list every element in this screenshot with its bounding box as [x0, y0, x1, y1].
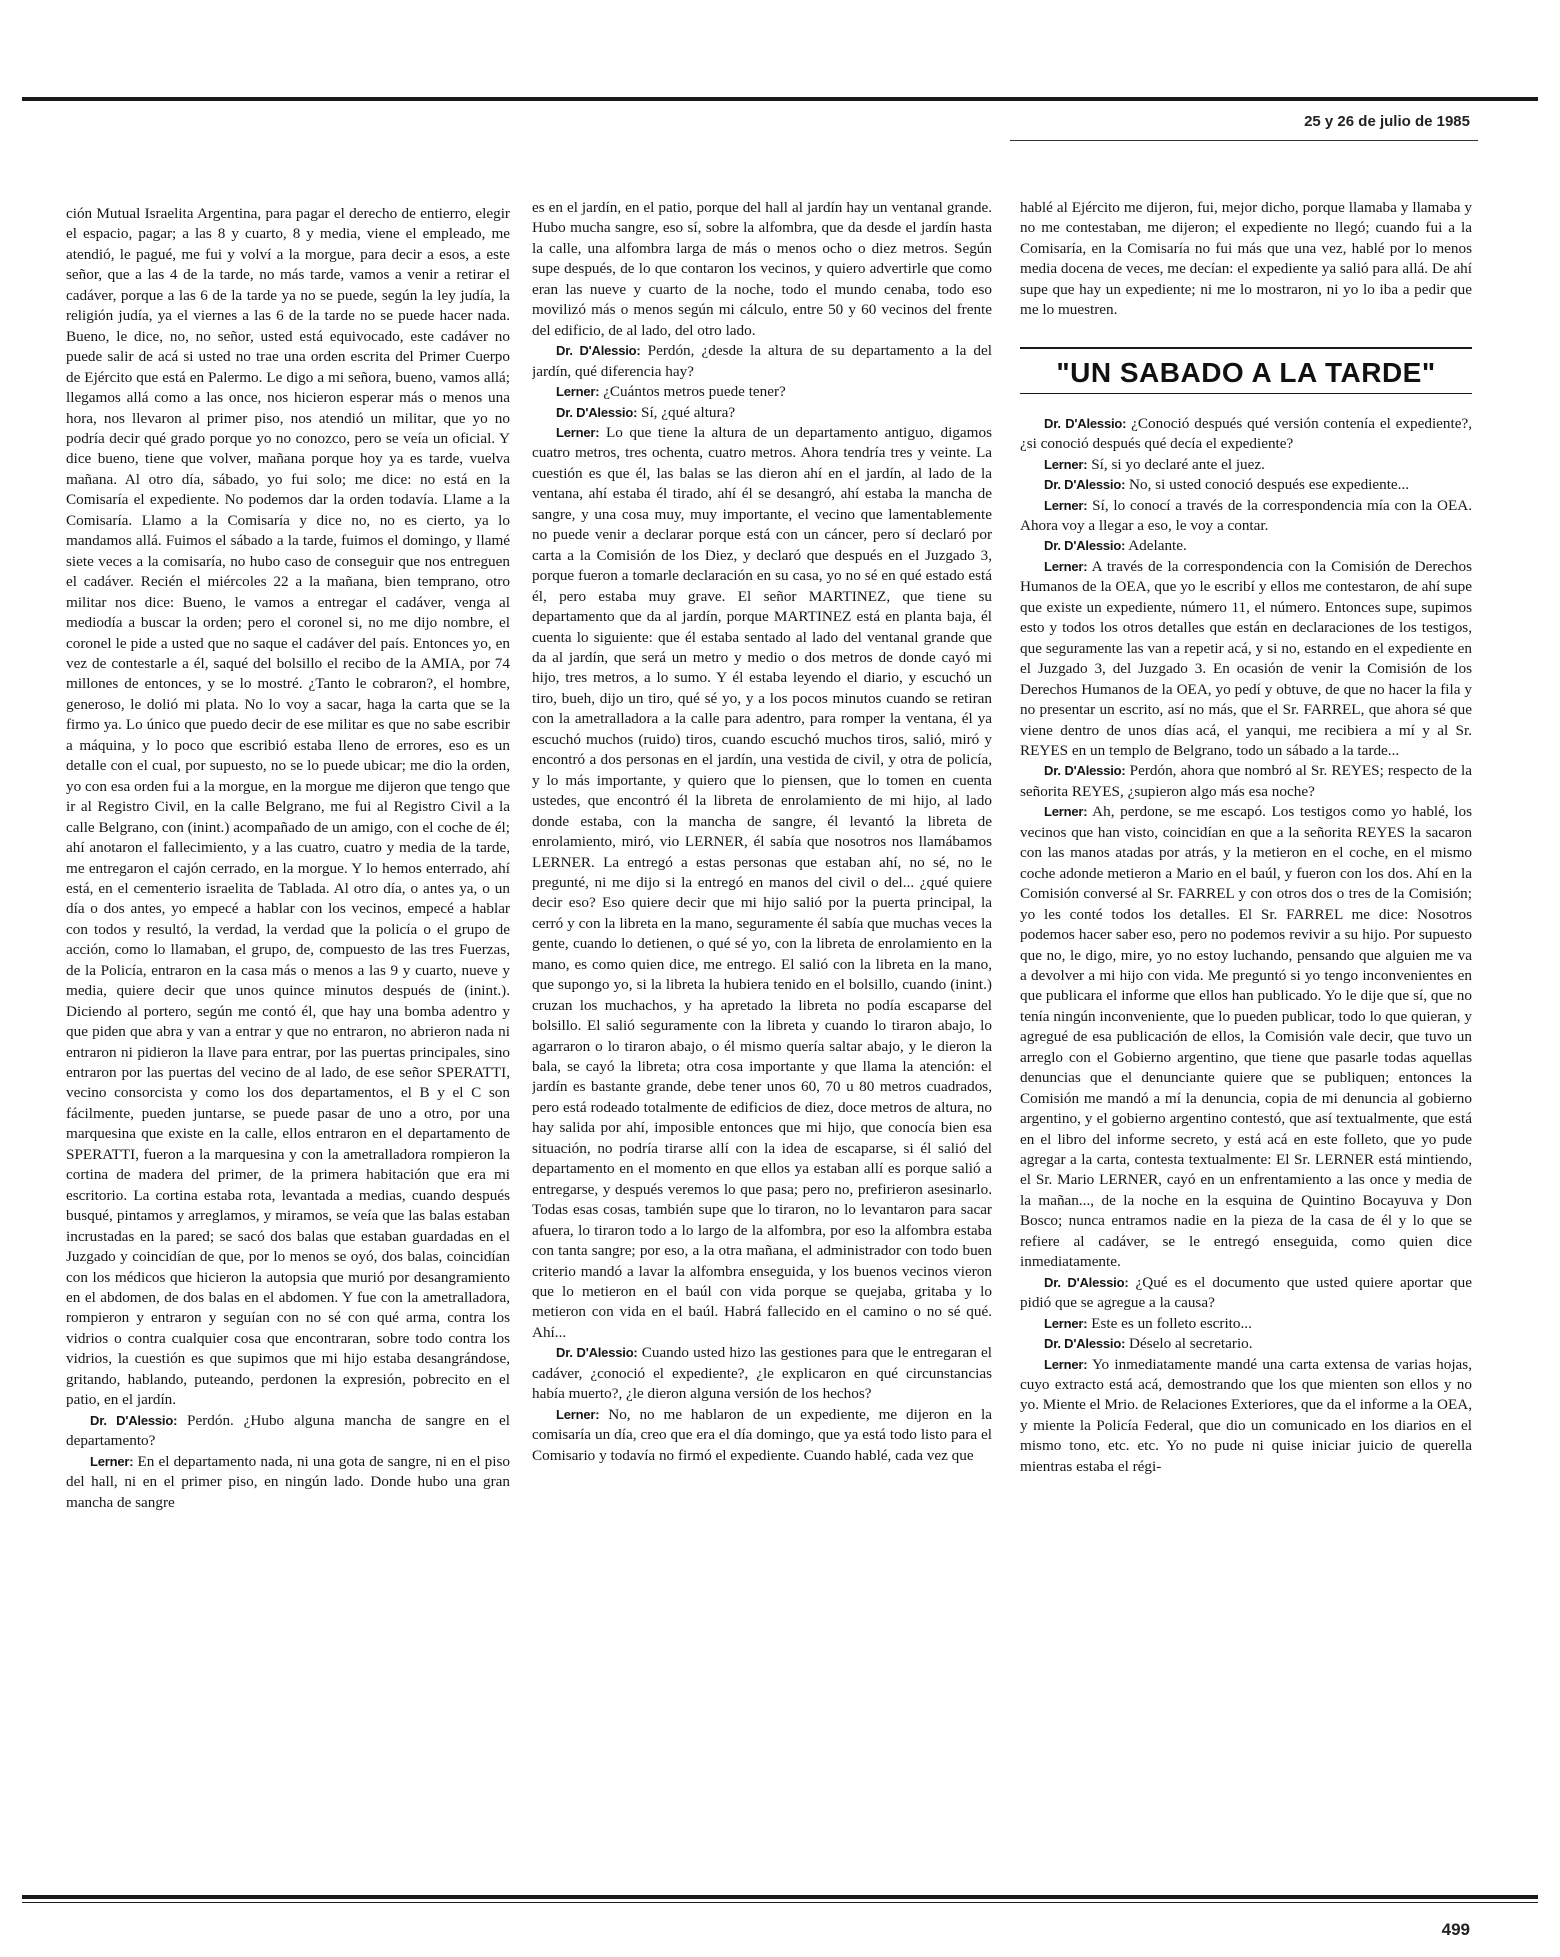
- paragraph: ción Mutual Israelita Argentina, para pagar el derecho de entierro, elegir el espacio, pagar; a las 8 y cuarto, 8 y media, viene el empleado, me atendió, le pagué, me fui y volví a la morgue, para decir a esos, a este señor, que a las 4 de la tarde, no más tarde, vamos a venir a retirar el cadáver, porque a las 6 de la tarde ya no se puede, según la ley judía, la religión judía, ya el viernes a las 6 de la tarde no se puede hacer nada. Bueno, le dice, no, no señor, usted está equivocado, este cadáver no puede salir de acá si usted no trae una orden escrita del Primer Cuerpo de Ejército que está en Palermo. Le digo a mi señora, bueno, vamos allá; llegamos allá como a las once, nos hicieron esperar más o menos una hora, nos llevaron al primer piso, nos atendió un militar, que yo no podría decir qué grado porque yo no conozco, pero se veía un oficial. Y dice bueno, tiene que volver, mañana porque hoy ya es tarde, vuelva mañana. Al otro día, sábado, yo fui solo; me dice: no está en la Comisaría el expediente. No podemos dar la orden todavía. Llame a la Comisaría. Llamo a la Comisaría y dice no, no es cierto, ya lo mandamos allá. Fuimos el sábado a la tarde, fuimos el domingo, y llamé siete veces a la comisaría, no hubo caso de conseguir que nos entreguen el cadáver. Recién el miércoles 22 a la mañana, bien temprano, otro militar nos dice: Bueno, le vamos a entregar el cadáver, venga al mediodía a buscar la orden; pero el coronel si, no me dijo nombre, el coronel le pide a usted que no saque el cadáver del país. Entonces yo, en vez de contestarle a él, saqué del bolsillo el recibo de la AMIA, por 74 millones de entonces, y se lo mostré. ¿Tanto le cobraron?, el hombre, generoso, le dolió mi plata. No lo voy a sacar, haga la carta que se la firmo ya. Lo único que puedo decir de ese militar es que no sabe escribir a máquina, y lo poco que escribió estaba lleno de errores, eso es un detalle con el cual, por supuesto, no se lo puede ubicar; me dio la orden, yo con esa orden fui a la morgue, en la morgue me dijeron que tengo que ir al Registro Civil, en la calle Belgrano, me fui al Registro Civil a la calle Belgrano, con (inint.) acompañado de un amigo, con el coche de él; ahí anotaron el fallecimiento, y a las cuatro, cuatro y media de la tarde, me entregaron el cajón cerrado, en la morgue. Y lo hemos enterrado, ahí está, en el cementerio israelita de Tablada. Al otro día, o antes ya, o un día o dos antes, yo empecé a hablar con los vecinos, empecé a hablar con todos y resultó, la verdad, la verdad que la policía o el grupo de acción, como lo llamaban, el grupo, de, compuesto de las tres Fuerzas, de la Policía, entraron en la casa más o menos a las 9 y cuarto, nueve y media, quiere decir que unos quince minutos después de (inint.). Diciendo al portero, según me contó él, que hay una bomba adentro y que piden que abra y van a entrar y que no entraron, no abrieron nada ni entraron ni pidieron la llave para entrar, por las puertas principales, sino entraron por las puertas del vecino de al lado, de ese señor SPERATTI, vecino consorcista y como los dos departamentos, el B y el C son fácilmente, pueden juntarse, se puede pasar de uno a otro, por una marquesina que existe en la calle, ellos entraron en el departamento de SPERATTI, fueron a la marquesina y con la ametralladora rompieron la cortina de madera del primer, de la primera habitación que era mi escritorio. La cortina estaba rota, levantada a medias, cuando después busqué, pintamos y arreglamos, y miramos, se veía que las balas estaban incrustadas en la pared; se sacó dos balas que estaban guardadas en el Juzgado y coincidían de que, por lo menos se oyó, dos balas, coincidían con los médicos que hicieron la autopsia que murió por desangramiento en el abdomen, de dos balas en el abdomen. Y fue con la ametralladora, rompieron y entraron y seguían con no sé con qué arma, contra los vidrios o contra cualquier cosa que encontraran, sobre todo contra los vidrios, la cuestión es que supimos que mi hijo estaba desangrándose, gritando, hablando, puteando, perdonen la expresión, pobrecito en el patio, en el jardín.: [66, 205, 510, 1409]
- dalessio-question: [532, 403, 992, 423]
- dalessio-question: [1020, 414, 1472, 455]
- dalessio-question: [1020, 1334, 1472, 1354]
- lerner-answer: [532, 423, 992, 1343]
- paragraph-text: En el departamento nada, ni una gota de sangre, ni en el piso del hall, ni en el primer piso, en ningún lado. Donde hubo una gran mancha de sangre: [66, 1452, 510, 1511]
- text-column-2: [532, 198, 992, 1858]
- paragraph-text: No, no me hablaron de un expediente, me dijeron en la comisaría un día, creo que era el día domingo, que ya está todo listo para el Comisario y todavía no firmó el expediente. Cuando hablé, cada vez que: [532, 1405, 992, 1464]
- paragraph-text: Perdón, ahora que nombró al Sr. REYES; respecto de la señorita REYES, ¿supieron algo más esa noche?: [1020, 762, 1472, 800]
- dalessio-question: [532, 1343, 992, 1404]
- lerner-answer: [532, 1405, 992, 1466]
- page-number: 499: [1441, 1920, 1470, 1939]
- paragraph-text: Perdón. ¿Hubo alguna mancha de sangre en el departamento?: [66, 1411, 510, 1450]
- header-rule: [22, 97, 1538, 101]
- speaker-label: Lerner:: [1044, 804, 1088, 820]
- speaker-label: Dr. D'Alessio:: [1044, 477, 1126, 493]
- speaker-label: Lerner:: [556, 424, 600, 440]
- section-heading-box: [1020, 347, 1472, 394]
- speaker-label: Lerner:: [1044, 558, 1088, 574]
- paragraph-text: ¿Qué es el documento que usted quiere aportar que pidió que se agregue a la causa?: [1020, 1273, 1472, 1312]
- lerner-answer: [1020, 1314, 1472, 1334]
- speaker-label: Lerner:: [1044, 456, 1088, 472]
- text-column-3: [1020, 198, 1472, 1858]
- lerner-answer: [532, 382, 992, 402]
- speaker-label: Lerner:: [1044, 1315, 1088, 1331]
- lerner-answer: [66, 1452, 510, 1513]
- issue-date: 25 y 26 de julio de 1985: [1304, 113, 1470, 130]
- speaker-label: Lerner:: [556, 384, 600, 400]
- paragraph-text: Déselo al secretario.: [1129, 1335, 1253, 1353]
- lerner-answer: [1020, 496, 1472, 537]
- section-title: "UN SABADO A LA TARDE": [1056, 356, 1436, 388]
- lerner-answer: [1020, 802, 1472, 1272]
- paragraph-text: Sí, lo conocí a través de la correspondencia mía con la OEA. Ahora voy a llegar a eso, le voy a contar.: [1020, 496, 1472, 534]
- paragraph-text: Lo que tiene la altura de un departamento antiguo, digamos cuatro metros, tres ochenta, cuatro metros. Ahora tendría tres y veinte. La cuestión es que él, las balas se las dieron ahí en el jardín, al lado de la ventana, ahí estaba él tirado, ahí él se desangró, ahí estaba la mancha de sangre, y una cosa muy, muy importante, el vecino que lamentablemente no puede venir a declarar porque está con un cáncer, pero sí declaró por carta a la Comisión de los Diez, y declaró que después en el Juzgado 3, porque fueron a tomarle declaración en su casa, yo no sé en qué estado está él, pero estaba muy grave. El señor MARTINEZ, que tiene su departamento que da al jardín, porque MARTINEZ está en planta baja, él cuenta lo siguiente: que él estaba sentado al lado del ventanal grande que da al jardín, que será un metro y medio o dos metros de donde cayó mi hijo, tres metros, a lo sumo. Y él estaba leyendo el diario, y escuchó un tiro, bueh, dijo un tiro, qué sé yo, y a los pocos minutos cuando se retiran con la ametralladora a la calle para adentro, para romper la ventana, él ya escuchó muchos (ruido) tiros, cuando escuchó muchos tiros, salió, miró y encontró a dos personas en el jardín, una vestida de civil, y otra de policía, y lo más importante, y quiero que lo piensen, que lo tomen en cuenta ustedes, que encontró él la libreta de enrolamiento de mi hijo, al lado donde estaba, con la mancha de sangre, él levantó la libreta de enrolamiento, miró, vio LERNER, él sabía que nosotros nos llamábamos LERNER. La entregó a estas personas que estaban ahí, no sé, no le pregunté, ni me dijo si la entregó en manos del civil o del... ¿qué quiere decir eso? Eso quiere decir que mi hijo salió por la puerta principal, la cerró y con la libreta en la mano, seguramente él sabía que muchas veces la gente, cuando lo detienen, o qué sé yo, con la libreta de enrolamiento en la mano, es como quien dice, me entrego. El salió con la libreta en la mano, que supongo yo, si la libreta la hubiera tenido en el bolsillo, cuando (inint.) cruzan los muchachos, y ha apretado la libreta no podía escaparse del bolsillo. El salió seguramente con la libreta y cuando lo tiraron abajo, lo agarraron o lo tiraron abajo, o él mismo quería saltar abajo, y le dieron la bala, se cayó la libreta; otra cosa importante y que llama la atención: el jardín es bastante grande, debe tener unos 60, 70 u 80 metros cuadrados, pero está rodeado totalmente de edificios de diez, doce metros de altura, no hay salida por ahí, imposible entonces que mi hijo, que conocía bien esa situación, no podría tirarse allí con la idea de escaparse, si él salió del departamento en el momento en que ellos ya estaban allí es porque salió a entregarse, y después veremos lo que pasa; pero no, prefirieron asesinarlo. Todas esas cosas, también supe que lo tiraron, no lo levantaron para sacar afuera, lo tiraron todo a lo largo de la alfombra, por eso la alfombra estaba con tanta sangre; por eso, a la otra mañana, el administrador con todo buen criterio mandó a lavar la alfombra enseguida, y los buenos vecinos vieron que lo metieron en el baúl con vida porque se quejaba, gritaba y lo metieron con vida en el baúl. Habrá fallecido en el camino o no sé qué. Ahí...: [532, 423, 992, 1341]
- speaker-label: Dr. D'Alessio:: [1044, 763, 1126, 779]
- lerner-answer: [1020, 455, 1472, 475]
- dalessio-question: [1020, 761, 1472, 802]
- speaker-label: Dr. D'Alessio:: [1044, 1274, 1129, 1290]
- paragraph-text: Ah, perdone, se me escapó. Los testigos como yo hablé, los vecinos que han visto, coincidían en que a la señorita REYES la sacaron con las manos atadas por atrás, y la metieron en el coche, en el mismo coche adonde metieron a Mario en el baúl, y fueron con los dos. Ahí en la Comisión conversé al Sr. FARREL y con otros dos o tres de la Comisión; yo les conté todos los detalles. El Sr. FARREL me dice: Nosotros podemos hacer saber eso, pero no podemos revivir a su hijo. Por supuesto que no, le digo, mire, yo no estoy luchando, pensando que alguien me va a devolver a mi hijo con vida. Me preguntó si yo tengo inconvenientes en que publicara el informe que ellos han publicado. Yo le dije que sí, que no tenía ningún inconveniente, que lo pueden publicar, todo lo que quieran, y agregué de esa publicación de ellos, la Comisión vale decir, que tuvo un arreglo con el Gobierno argentino, que tiene que pasarle todas aquellas denuncias que el denunciante quiere que se publiquen; entonces la Comisión me mandó a mí la denuncia, copia de mi denuncia al gobierno argentino, y el gobierno argentino contestó, que así textualmente, que está en el libro del informe secreto, y está acá en este folleto, que yo pude agregar a la carta, contesta textualmente: El Sr. LERNER está mintiendo, el Sr. Mario LERNER, cayó en un enfrentamiento a las once y media de la mañan..., de la noche en la esquina de Quintino Bocayuva y Don Bosco; nunca entramos nadie en la pieza de la casa de él y lo que se refiere al cadáver, se le entregó enseguida, como quien dice inmediatamente.: [1020, 803, 1472, 1271]
- paragraph-text: ¿Conoció después qué versión contenía el expediente?, ¿si conoció después qué decía el expediente?: [1020, 414, 1472, 453]
- dalessio-question: [1020, 475, 1472, 495]
- speaker-label: Lerner:: [1044, 497, 1088, 513]
- footer-rule-thin: [22, 1902, 1538, 1903]
- dalessio-question: [532, 341, 992, 382]
- dalessio-question: [66, 1411, 510, 1452]
- speaker-label: Dr. D'Alessio:: [1044, 415, 1127, 431]
- speaker-label: Dr. D'Alessio:: [556, 343, 641, 359]
- speaker-label: Lerner:: [556, 1406, 600, 1422]
- paragraph-text: Yo inmediatamente mandé una carta extensa de varias hojas, cuyo extracto está acá, demostrando que los que mienten son ellos y no yo. Miente el Mrio. de Relaciones Exteriores, que da el informe a la OEA, y miente la Policía Federal, que dio un comunicado en los diarios en el mismo tono, etc. etc. Yo no pude ni quise iniciar juicio de querella mientras estaba el régi-: [1020, 1355, 1472, 1475]
- paragraph: es en el jardín, en el patio, porque del hall al jardín hay un ventanal grande. Hubo mucha sangre, eso sí, sobre la alfombra, que da desde el jardín hasta la calle, una alfombra larga de más o menos ocho o diez metros. Según supe después, de lo que contaron los vecinos, y quiero advertirle que como eran las nueve y cuarto de la noche, todo el mundo cenaba, todo eso movilizó más o menos según mi cálculo, entre 50 y 60 vecinos del frente del edificio, de al lado, del otro lado.: [532, 199, 992, 339]
- speaker-label: Dr. D'Alessio:: [556, 1345, 638, 1361]
- paragraph-text: Cuando usted hizo las gestiones para que le entregaran el cadáver, ¿conoció el expediente?, ¿le explicaron en qué circunstancias había muerto?, ¿le dieron alguna versión de los hechos?: [532, 1344, 992, 1403]
- paragraph-text: No, si usted conoció después ese expediente...: [1129, 476, 1410, 494]
- paragraph-text: Adelante.: [1128, 537, 1187, 555]
- speaker-label: Dr. D'Alessio:: [90, 1412, 178, 1428]
- lerner-answer: [1020, 557, 1472, 762]
- dalessio-question: [1020, 1273, 1472, 1314]
- text-column-1: [66, 204, 510, 1844]
- footer-rule: [22, 1895, 1538, 1899]
- paragraph-text: ¿Cuántos metros puede tener?: [603, 383, 786, 401]
- dalessio-question: [1020, 536, 1472, 556]
- paragraph-text: Este es un folleto escrito...: [1091, 1314, 1252, 1332]
- paragraph-text: Sí, si yo declaré ante el juez.: [1091, 455, 1265, 473]
- speaker-label: Dr. D'Alessio:: [1044, 1336, 1126, 1352]
- paragraph-text: A través de la correspondencia con la Comisión de Derechos Humanos de la OEA, que yo le escribí y ellos me contestaron, de ahí supe que existe un expediente, número 11, el número. Entonces supe, supimos esto y todos los otros detalles que están en declaraciones de los testigos, que seguramente las van a repetir acá, y si no, estando en el expediente en el Juzgado 3, del Juzgado 3. En ocasión de venir la Comisión de los Derechos Humanos de la OEA, yo pedí y obtuve, de que no hacer la fila y no presentar un escrito, así no más, que el Sr. FARREL, que ahora sé que viene dentro de unos días acá, el yanqui, me recibiera a mí y al Sr. REYES en un templo de Belgrano, todo un sábado a la tarde...: [1020, 557, 1472, 759]
- speaker-label: Lerner:: [90, 1453, 134, 1469]
- speaker-label: Lerner:: [1044, 1356, 1088, 1372]
- speaker-label: Dr. D'Alessio:: [1044, 538, 1126, 554]
- paragraph: hablé al Ejército me dijeron, fui, mejor dicho, porque llamaba y llamaba y no me contestaban, me dijeron; el expediente no llegó; cuando fui a la Comisaría, en la Comisaría no fui más que una vez, hablé por lo menos media docena de veces, me decían: el expediente ya salió para allá. De ahí supe que hay un expediente; ni me lo mostraron, ni yo lo iba a pedir que me lo muestren.: [1020, 199, 1472, 319]
- date-underline: [1010, 140, 1478, 141]
- lerner-answer: [1020, 1355, 1472, 1478]
- paragraph-text: Sí, ¿qué altura?: [641, 403, 736, 421]
- speaker-label: Dr. D'Alessio:: [556, 404, 638, 420]
- paragraph-text: Perdón, ¿desde la altura de su departamento a la del jardín, qué diferencia hay?: [532, 342, 992, 380]
